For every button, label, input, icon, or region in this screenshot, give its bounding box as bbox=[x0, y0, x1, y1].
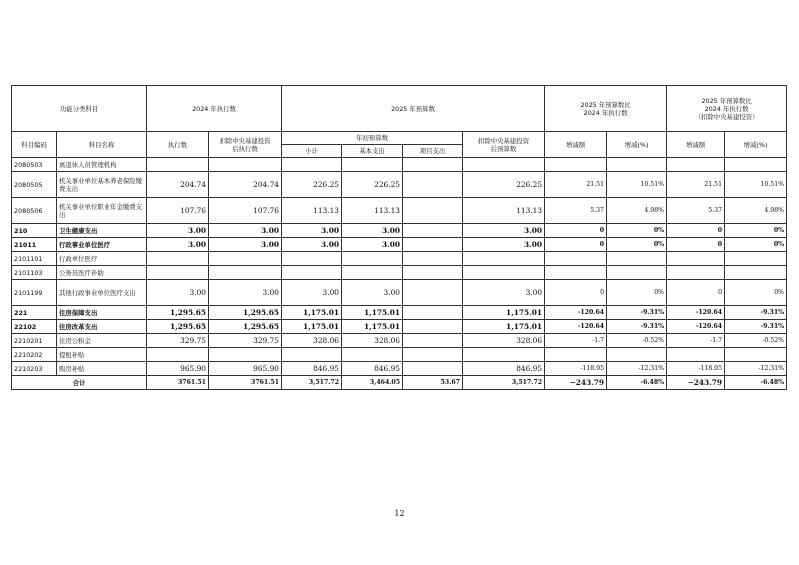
cell-project bbox=[403, 334, 463, 348]
header-budget-2025: 2025 年预算数 bbox=[282, 86, 545, 132]
total-pct-adjusted: -6.48% bbox=[725, 376, 787, 390]
cell-exec-adjusted bbox=[209, 266, 282, 280]
cell-code: 2210202 bbox=[12, 348, 57, 362]
cell-code: 2080505 bbox=[12, 172, 57, 198]
cell-project bbox=[403, 224, 463, 238]
cell-subtotal: 226.25 bbox=[282, 172, 342, 198]
cell-pct-adjusted bbox=[725, 252, 787, 266]
table-row bbox=[12, 266, 787, 280]
cell-diff: 5.37 bbox=[545, 198, 607, 224]
cell-pct: 0% bbox=[607, 280, 667, 306]
cell-exec: 329.75 bbox=[147, 334, 209, 348]
cell-project bbox=[403, 362, 463, 376]
cell-pct-adjusted: 4.98% bbox=[725, 198, 787, 224]
cell-diff-adjusted: -118.95 bbox=[667, 362, 725, 376]
header-budget-adj-line2: 后预算数 bbox=[490, 144, 517, 153]
cell-pct-adjusted: -12.31% bbox=[725, 362, 787, 376]
cell-project bbox=[403, 320, 463, 334]
cell-pct-adjusted bbox=[725, 348, 787, 362]
cell-name: 其他行政事业单位医疗支出 bbox=[57, 280, 147, 306]
cell-pct-adjusted: -9.31% bbox=[725, 306, 787, 320]
cell-name: 离退休人员管理机构 bbox=[57, 158, 147, 172]
cell-subtotal: 328.06 bbox=[282, 334, 342, 348]
total-exec: 3761.51 bbox=[147, 376, 209, 390]
cell-pct-adjusted: 0% bbox=[725, 238, 787, 252]
cell-code: 221 bbox=[12, 306, 57, 320]
header-compare-adj-line3: （扣除中央基建投资） bbox=[694, 112, 759, 121]
cell-project bbox=[403, 306, 463, 320]
cell-exec-adjusted bbox=[209, 252, 282, 266]
cell-exec: 204.74 bbox=[147, 172, 209, 198]
cell-diff-adjusted: -120.64 bbox=[667, 306, 725, 320]
cell-budget-adjusted: 3.00 bbox=[463, 280, 545, 306]
cell-budget-adjusted bbox=[463, 348, 545, 362]
cell-basic: 3.00 bbox=[342, 238, 403, 252]
header-exec-2024: 2024 年执行数 bbox=[147, 86, 282, 132]
cell-name: 行政单位医疗 bbox=[57, 252, 147, 266]
cell-diff-adjusted: 0 bbox=[667, 224, 725, 238]
cell-exec bbox=[147, 266, 209, 280]
cell-basic bbox=[342, 252, 403, 266]
table-total-row bbox=[12, 376, 787, 390]
cell-pct: -12.31% bbox=[607, 362, 667, 376]
cell-pct-adjusted: 10.51% bbox=[725, 172, 787, 198]
cell-diff-adjusted bbox=[667, 266, 725, 280]
cell-diff bbox=[545, 252, 607, 266]
header-row-mid bbox=[12, 132, 787, 145]
cell-subtotal: 3.00 bbox=[282, 238, 342, 252]
header-exec: 执行数 bbox=[147, 132, 209, 158]
cell-exec-adjusted bbox=[209, 348, 282, 362]
cell-budget-adjusted: 1,175.01 bbox=[463, 320, 545, 334]
cell-basic: 1,175.01 bbox=[342, 306, 403, 320]
cell-diff bbox=[545, 266, 607, 280]
header-diff: 增减额 bbox=[545, 132, 607, 158]
cell-pct bbox=[607, 348, 667, 362]
cell-subtotal bbox=[282, 348, 342, 362]
header-name: 科目名称 bbox=[57, 132, 147, 158]
table-row bbox=[12, 172, 787, 198]
cell-basic: 113.13 bbox=[342, 198, 403, 224]
cell-diff-adjusted: 21.51 bbox=[667, 172, 725, 198]
cell-exec bbox=[147, 252, 209, 266]
cell-pct-adjusted bbox=[725, 266, 787, 280]
table-row bbox=[12, 334, 787, 348]
total-project: 53.67 bbox=[403, 376, 463, 390]
header-compare-exec-line1: 2025 年预算数比 bbox=[580, 100, 631, 109]
cell-diff: 0 bbox=[545, 224, 607, 238]
cell-project bbox=[403, 252, 463, 266]
cell-budget-adjusted: 328.06 bbox=[463, 334, 545, 348]
cell-pct: 10.51% bbox=[607, 172, 667, 198]
cell-pct: -9.31% bbox=[607, 306, 667, 320]
cell-basic bbox=[342, 348, 403, 362]
cell-code: 2210201 bbox=[12, 334, 57, 348]
cell-budget-adjusted bbox=[463, 158, 545, 172]
table-row bbox=[12, 320, 787, 334]
cell-subtotal bbox=[282, 266, 342, 280]
header-initial-budget: 年初预算数 bbox=[282, 132, 463, 145]
cell-pct: -0.52% bbox=[607, 334, 667, 348]
cell-diff: 21.51 bbox=[545, 172, 607, 198]
cell-pct bbox=[607, 252, 667, 266]
cell-name: 住房改革支出 bbox=[57, 320, 147, 334]
total-pct: -6.48% bbox=[607, 376, 667, 390]
cell-name: 住房公积金 bbox=[57, 334, 147, 348]
header-budget-adjusted bbox=[463, 132, 545, 158]
cell-subtotal bbox=[282, 252, 342, 266]
cell-pct-adjusted: 0% bbox=[725, 224, 787, 238]
cell-diff-adjusted: -1.7 bbox=[667, 334, 725, 348]
cell-diff: -120.64 bbox=[545, 320, 607, 334]
total-subtotal: 3,517.72 bbox=[282, 376, 342, 390]
table-row bbox=[12, 280, 787, 306]
cell-pct: 0% bbox=[607, 238, 667, 252]
cell-name: 住房保障支出 bbox=[57, 306, 147, 320]
header-code: 科目编码 bbox=[12, 132, 57, 158]
cell-name: 机关事业单位职业年金缴费支出 bbox=[57, 198, 147, 224]
cell-diff-adjusted: -120.64 bbox=[667, 320, 725, 334]
cell-pct: 4.98% bbox=[607, 198, 667, 224]
cell-project bbox=[403, 172, 463, 198]
cell-code: 2101199 bbox=[12, 280, 57, 306]
cell-budget-adjusted: 113.13 bbox=[463, 198, 545, 224]
table-row bbox=[12, 306, 787, 320]
cell-project bbox=[403, 158, 463, 172]
header-exec-adj-line2: 后执行数 bbox=[232, 144, 258, 153]
cell-basic bbox=[342, 158, 403, 172]
header-diff-adjusted: 增减额 bbox=[667, 132, 725, 158]
cell-exec: 3.00 bbox=[147, 280, 209, 306]
cell-code: 21011 bbox=[12, 238, 57, 252]
header-compare-exec bbox=[545, 86, 667, 132]
cell-name: 购房补贴 bbox=[57, 362, 147, 376]
cell-diff: 0 bbox=[545, 238, 607, 252]
cell-project bbox=[403, 198, 463, 224]
cell-diff: -1.7 bbox=[545, 334, 607, 348]
cell-exec-adjusted: 3.00 bbox=[209, 280, 282, 306]
cell-project bbox=[403, 280, 463, 306]
cell-diff-adjusted bbox=[667, 252, 725, 266]
header-basic: 基本支出 bbox=[342, 145, 403, 158]
cell-diff-adjusted: 5.37 bbox=[667, 198, 725, 224]
table-row bbox=[12, 198, 787, 224]
cell-exec: 3.00 bbox=[147, 238, 209, 252]
cell-diff-adjusted: 0 bbox=[667, 280, 725, 306]
cell-exec-adjusted: 1,295.65 bbox=[209, 320, 282, 334]
cell-code: 210 bbox=[12, 224, 57, 238]
cell-diff-adjusted bbox=[667, 158, 725, 172]
cell-subtotal: 1,175.01 bbox=[282, 306, 342, 320]
cell-budget-adjusted: 1,175.01 bbox=[463, 306, 545, 320]
header-exec-adj-line1: 扣除中央基建投资 bbox=[219, 136, 271, 145]
cell-exec-adjusted: 3.00 bbox=[209, 238, 282, 252]
table-row bbox=[12, 348, 787, 362]
cell-pct: 0% bbox=[607, 224, 667, 238]
budget-table bbox=[11, 85, 787, 390]
cell-subtotal: 1,175.01 bbox=[282, 320, 342, 334]
cell-diff bbox=[545, 348, 607, 362]
cell-diff: 0 bbox=[545, 280, 607, 306]
cell-diff-adjusted bbox=[667, 348, 725, 362]
table-row bbox=[12, 362, 787, 376]
header-pct: 增减(%) bbox=[607, 132, 667, 158]
page-number: 12 bbox=[394, 509, 405, 518]
header-pct-adjusted: 增减(%) bbox=[725, 132, 787, 158]
cell-budget-adjusted: 846.95 bbox=[463, 362, 545, 376]
cell-diff: -120.64 bbox=[545, 306, 607, 320]
header-row-top bbox=[12, 86, 787, 132]
header-func-class: 功能分类科目 bbox=[12, 86, 147, 132]
cell-budget-adjusted bbox=[463, 266, 545, 280]
table-row bbox=[12, 224, 787, 238]
cell-pct-adjusted: 0% bbox=[725, 280, 787, 306]
cell-basic: 226.25 bbox=[342, 172, 403, 198]
cell-basic: 846.95 bbox=[342, 362, 403, 376]
cell-project bbox=[403, 348, 463, 362]
cell-budget-adjusted: 226.25 bbox=[463, 172, 545, 198]
cell-code: 22102 bbox=[12, 320, 57, 334]
cell-exec-adjusted: 965.90 bbox=[209, 362, 282, 376]
cell-pct-adjusted: -9.31% bbox=[725, 320, 787, 334]
cell-exec: 107.76 bbox=[147, 198, 209, 224]
header-subtotal: 小计 bbox=[282, 145, 342, 158]
cell-diff-adjusted: 0 bbox=[667, 238, 725, 252]
cell-exec bbox=[147, 158, 209, 172]
cell-pct: -9.31% bbox=[607, 320, 667, 334]
cell-subtotal: 846.95 bbox=[282, 362, 342, 376]
cell-exec: 3.00 bbox=[147, 224, 209, 238]
cell-budget-adjusted: 3.00 bbox=[463, 238, 545, 252]
cell-budget-adjusted: 3.00 bbox=[463, 224, 545, 238]
cell-name: 公务员医疗补助 bbox=[57, 266, 147, 280]
cell-name: 卫生健康支出 bbox=[57, 224, 147, 238]
cell-subtotal: 113.13 bbox=[282, 198, 342, 224]
total-basic: 3,464.05 bbox=[342, 376, 403, 390]
cell-exec-adjusted bbox=[209, 158, 282, 172]
cell-pct bbox=[607, 266, 667, 280]
header-compare-adj-line1: 2025 年预算数比 bbox=[701, 96, 752, 105]
total-diff-adjusted: −243.79 bbox=[667, 376, 725, 390]
cell-code: 2210203 bbox=[12, 362, 57, 376]
cell-exec bbox=[147, 348, 209, 362]
cell-subtotal: 3.00 bbox=[282, 280, 342, 306]
header-compare-adj-line2: 2024 年执行数 bbox=[704, 104, 749, 113]
cell-budget-adjusted bbox=[463, 252, 545, 266]
cell-basic: 1,175.01 bbox=[342, 320, 403, 334]
header-project: 项目支出 bbox=[403, 145, 463, 158]
header-compare-exec-line2: 2024 年执行数 bbox=[583, 108, 628, 117]
cell-exec: 965.90 bbox=[147, 362, 209, 376]
cell-subtotal bbox=[282, 158, 342, 172]
cell-diff bbox=[545, 158, 607, 172]
cell-basic: 328.06 bbox=[342, 334, 403, 348]
cell-project bbox=[403, 266, 463, 280]
cell-exec-adjusted: 107.76 bbox=[209, 198, 282, 224]
total-label: 合计 bbox=[12, 376, 147, 390]
cell-code: 2080503 bbox=[12, 158, 57, 172]
table-row bbox=[12, 158, 787, 172]
cell-exec-adjusted: 329.75 bbox=[209, 334, 282, 348]
cell-name: 机关事业单位基本养老保险缴费支出 bbox=[57, 172, 147, 198]
cell-exec-adjusted: 204.74 bbox=[209, 172, 282, 198]
total-diff: −243.79 bbox=[545, 376, 607, 390]
table-row bbox=[12, 252, 787, 266]
total-exec-adjusted: 3761.51 bbox=[209, 376, 282, 390]
total-budget-adjusted: 3,517.72 bbox=[463, 376, 545, 390]
cell-code: 2101101 bbox=[12, 252, 57, 266]
cell-code: 2101103 bbox=[12, 266, 57, 280]
cell-project bbox=[403, 238, 463, 252]
header-compare-adjusted bbox=[667, 86, 787, 132]
table-row bbox=[12, 238, 787, 252]
cell-subtotal: 3.00 bbox=[282, 224, 342, 238]
cell-basic bbox=[342, 266, 403, 280]
cell-exec-adjusted: 3.00 bbox=[209, 224, 282, 238]
cell-basic: 3.00 bbox=[342, 224, 403, 238]
cell-basic: 3.00 bbox=[342, 280, 403, 306]
cell-pct-adjusted bbox=[725, 158, 787, 172]
cell-pct-adjusted: -0.52% bbox=[725, 334, 787, 348]
header-exec-adjusted bbox=[209, 132, 282, 158]
cell-code: 2080506 bbox=[12, 198, 57, 224]
cell-pct bbox=[607, 158, 667, 172]
header-budget-adj-line1: 扣除中央基建投资 bbox=[477, 136, 530, 145]
cell-diff: -118.95 bbox=[545, 362, 607, 376]
cell-exec: 1,295.65 bbox=[147, 306, 209, 320]
cell-name: 提租补贴 bbox=[57, 348, 147, 362]
cell-name: 行政事业单位医疗 bbox=[57, 238, 147, 252]
cell-exec: 1,295.65 bbox=[147, 320, 209, 334]
cell-exec-adjusted: 1,295.65 bbox=[209, 306, 282, 320]
